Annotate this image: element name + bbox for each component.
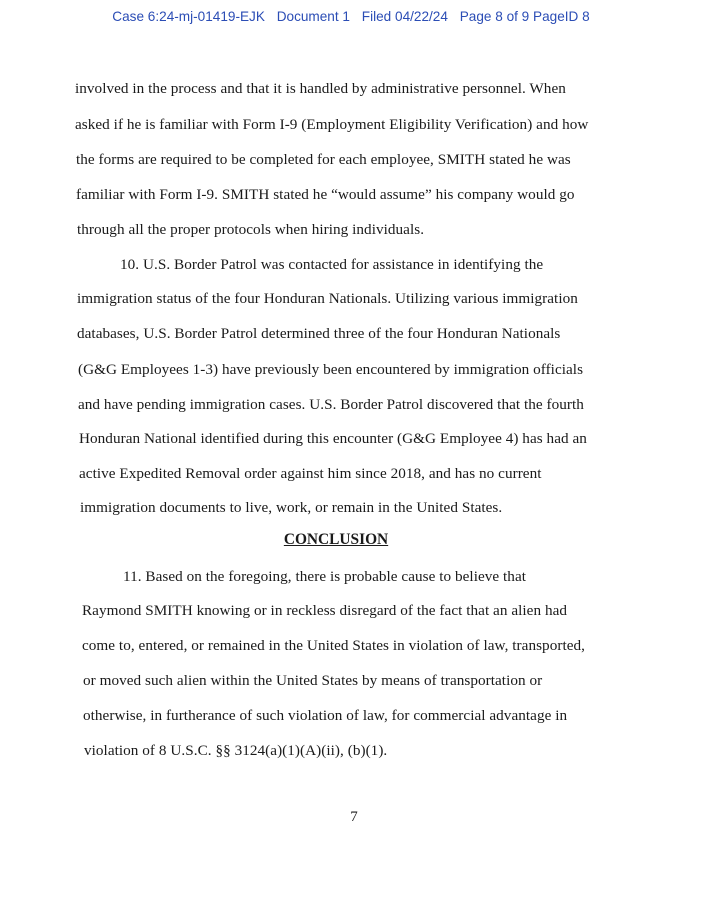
text-line: or moved such alien within the United States by means of transportation or [83,672,543,689]
text-line: immigration status of the four Honduran Nationals. Utilizing various immigration [77,290,578,307]
text-line: the forms are required to be completed for each employee, SMITH stated he was [76,151,571,168]
text-line: come to, entered, or remained in the United States in violation of law, transported, [82,637,585,654]
page-number: 7 [350,809,358,825]
section-heading: CONCLUSION [283,531,389,548]
text-line: active Expedited Removal order against him since 2018, and has no current [79,465,542,482]
text-line: immigration documents to live, work, or remain in the United States. [80,499,503,516]
text-line: through all the proper protocols when hiring individuals. [77,221,425,238]
case-header [0,9,702,24]
filed-date: Filed 04/22/24 [361,9,448,24]
page-id: Page 8 of 9 PageID 8 [459,9,590,24]
text-line: asked if he is familiar with Form I-9 (Employment Eligibility Verification) and how [75,116,589,133]
paragraph-10-line: 10. U.S. Border Patrol was contacted for assistance in identifying the [120,256,544,273]
text-line: violation of 8 U.S.C. §§ 3124(a)(1)(A)(ii), (b)(1). [84,742,388,759]
text-line: and have pending immigration cases. U.S. Border Patrol discovered that the fourth [78,396,584,413]
text-line: otherwise, in furtherance of such violation of law, for commercial advantage in [83,707,568,724]
text-line: involved in the process and that it is handled by administrative personnel. When [75,80,566,97]
paragraph-11-line: 11. Based on the foregoing, there is probable cause to believe that [123,568,527,585]
text-line: Raymond SMITH knowing or in reckless disregard of the fact that an alien had [82,602,568,619]
text-line: databases, U.S. Border Patrol determined three of the four Honduran Nationals [77,325,561,342]
text-line: (G&G Employees 1-3) have previously been encountered by immigration officials [78,361,584,378]
text-line: familiar with Form I-9. SMITH stated he “would assume” his company would go [76,186,575,203]
text-line: Honduran National identified during this encounter (G&G Employee 4) has had an [79,430,587,447]
case-number: Case 6:24-mj-01419-EJK [112,9,265,24]
document-number: Document 1 [276,9,350,24]
